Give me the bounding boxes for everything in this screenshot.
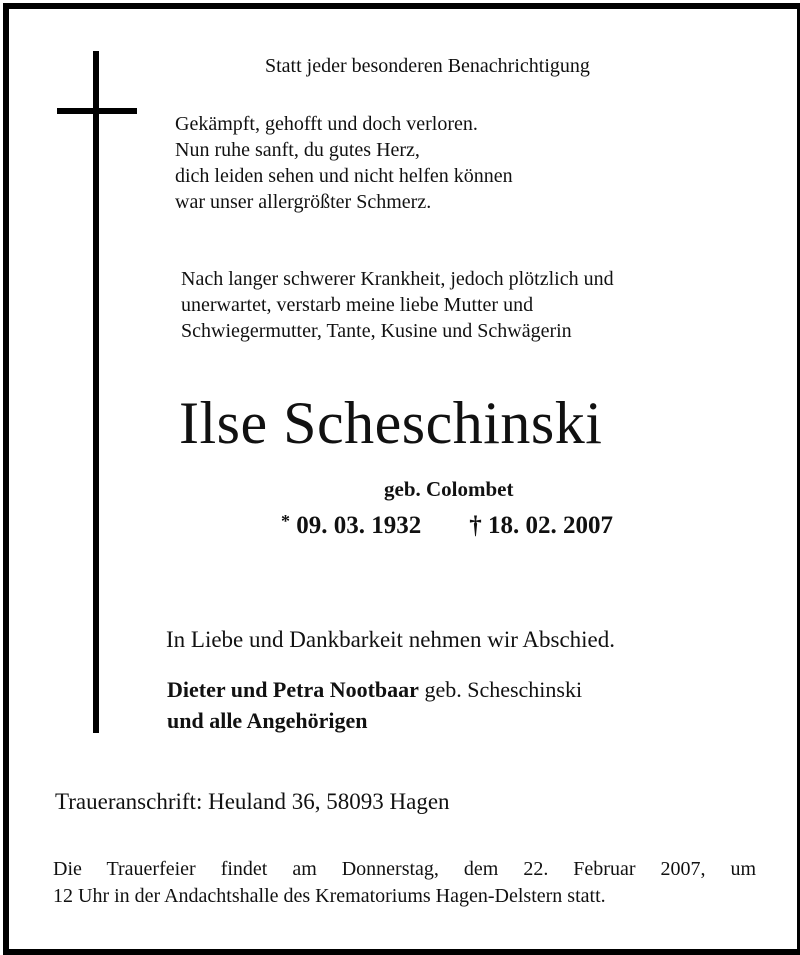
death-announcement xyxy=(181,266,614,344)
mourners-line xyxy=(167,677,582,703)
farewell-text: In Liebe und Dankbarkeit nehmen wir Abschied. xyxy=(166,627,616,652)
announcement-line: unerwartet, verstarb meine liebe Mutter und xyxy=(181,294,534,316)
mourning-address: Traueranschrift: Heuland 36, 58093 Hagen xyxy=(55,789,450,814)
funeral-info-line: Die Trauerfeier findet am Donnerstag, dem 22. Februar 2007, um xyxy=(53,858,756,880)
notice-frame xyxy=(3,3,800,955)
mourners-names: Dieter und Petra Nootbaar xyxy=(167,677,419,702)
mourners-relatives: und alle Angehörigen xyxy=(167,708,368,733)
announcement-line: Schwiegermutter, Tante, Kusine und Schwägerin xyxy=(181,320,572,342)
birth-date: 09. 03. 1932 xyxy=(296,512,422,539)
notice-header: Statt jeder besonderen Benachrichtigung xyxy=(265,55,590,77)
maiden-name: geb. Colombet xyxy=(384,477,514,501)
death-date: 18. 02. 2007 xyxy=(488,512,613,539)
funeral-info-line: 12 Uhr in der Andachtshalle des Krematoriums Hagen-Delstern statt. xyxy=(53,885,606,907)
poem-line: Gekämpft, gehofft und doch verloren. xyxy=(175,113,478,135)
deceased-name: Ilse Scheschinski xyxy=(179,390,603,456)
announcement-line: Nach langer schwerer Krankheit, jedoch plötzlich und xyxy=(181,268,614,290)
birth-star-icon: * xyxy=(281,511,290,531)
poem-line: Nun ruhe sanft, du gutes Herz, xyxy=(175,139,420,161)
cross-horizontal-bar xyxy=(57,108,137,114)
poem-line: dich leiden sehen und nicht helfen können xyxy=(175,165,513,187)
poem-line: war unser allergrößter Schmerz. xyxy=(175,191,432,213)
funeral-info xyxy=(53,856,756,910)
life-dates xyxy=(281,511,613,540)
mourners-maiden-name: geb. Scheschinski xyxy=(424,677,583,702)
death-cross-icon: † xyxy=(469,512,482,539)
poem xyxy=(175,111,513,215)
cross-vertical-bar xyxy=(93,51,99,733)
